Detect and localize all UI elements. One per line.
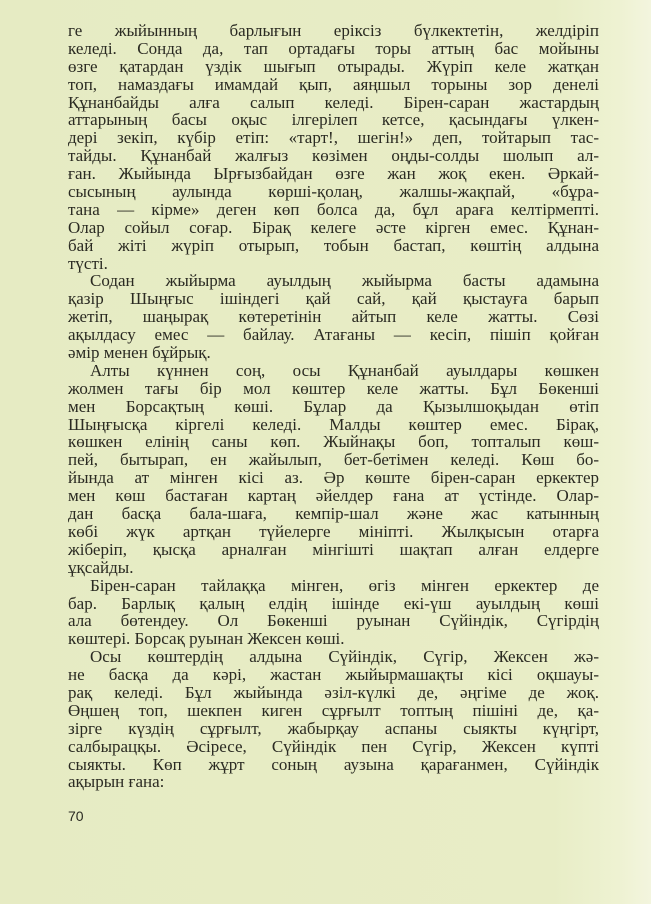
page-number: 70	[68, 808, 84, 824]
text-line: пей, бытырап, ен жайылып, бет-бетімен келеді. Көш бо-	[68, 450, 599, 470]
text-line: қазір Шыңғыс ішіндегі қай сай, қай қыстауға барып	[68, 289, 599, 309]
paragraph	[68, 272, 599, 361]
paragraph	[68, 648, 599, 791]
text-line: зірге күздің сұрғылт, жабырқау аспаны сыякты күңгірт,	[68, 718, 599, 738]
text-line: Алты күннен соң, осы Құнанбай ауылдары көшкен	[90, 360, 599, 380]
text-line: ақылдасу емес — байлау. Атағаны — кесіп, пішіп қойған	[68, 325, 599, 345]
paragraph	[68, 362, 599, 577]
text-line: тана — кірме» деген көп болса да, бұл араға келтірмепті.	[68, 199, 599, 219]
text-line: мен көш бастаған картаң әйелдер ғана ат үстінде. Олар-	[68, 486, 599, 506]
text-line: бар. Барлық қалың елдің ішінде екі-үш ауылдың көші	[68, 593, 599, 613]
text-line: мен Борсақтың көші. Бұлар да Қызылшоқыдан өтіп	[68, 396, 599, 416]
text-line: рақ келеді. Бұл жыйында әзіл-күлкі де, әңгіме де жоқ.	[68, 682, 599, 702]
text-line: сысының аулында көрші-қолаң, жалшы-жақпай, «бұра-	[68, 182, 599, 202]
text-line: Құнанбайды алға салып келеді. Бірен-саран жастардың	[68, 92, 599, 112]
text-line: ған. Жыйында Ырғызбайдан өзге жан жоқ екен. Әркай-	[68, 164, 599, 184]
text-line: көбі жүк артқан түйелерге мініпті. Жылқысын отарға	[68, 521, 599, 541]
paragraph	[68, 577, 599, 649]
text-line: өзге қатардан үздік шығып отырады. Жүріп келе жатқан	[68, 56, 599, 76]
text-line: келеді. Сонда да, тап ортадағы торы аттың бас мойыны	[68, 38, 599, 58]
text-line: Содан жыйырма ауылдың жыйырма басты адамына	[90, 271, 599, 291]
text-line: көштері. Борсақ руынан Жексен көші.	[68, 629, 345, 649]
text-line: не басқа да кәрі, жастан жыйырмашақты кісі оқшауы-	[68, 665, 599, 685]
text-line: ұқсайды.	[68, 557, 134, 577]
text-line: ге жыйынның барлығын еріксіз бүлкектетін, желдіріп	[68, 21, 599, 40]
text-line: әмір менен бұйрық.	[68, 343, 211, 363]
text-line: йында ат мінген кісі аз. Әр көште бірен-саран еркектер	[68, 468, 599, 488]
text-line: бай жіті жүріп отырып, тобын бастап, көштің алдына	[68, 235, 599, 255]
text-line: көшкен елінің саны көп. Жыйнақы боп, топталып көш-	[68, 432, 599, 452]
text-line: жіберіп, қысқа арналған мінгішті шақтап алған елдерге	[68, 539, 599, 559]
text-line: Осы көштердің алдына Сүйіндік, Сүгір, Жексен жә-	[90, 647, 599, 667]
text-line: Олар сойыл соғар. Бірақ келеге әсте кірген емес. Құнан-	[68, 217, 599, 237]
text-line: аттарының басы оқыс ілгерілеп кетсе, қасындағы үлкен-	[68, 110, 599, 130]
text-line: түсті.	[68, 253, 108, 273]
text-line: Бірен-саран тайлаққа мінген, өгіз мінген еркектер де	[90, 575, 599, 595]
text-line: тайды. Құнанбай жалғыз көзімен оңды-солды шолып ал-	[68, 146, 599, 166]
text-line: ақырын ғана:	[68, 772, 165, 792]
text-line: топ, намаздағы имамдай қып, аяңшыл торыны зор денелі	[68, 74, 599, 94]
text-line: дері зекіп, күбір етіп: «тарт!, шегін!» деп, тойтарып тас-	[68, 128, 599, 148]
text-line: дан басқа бала-шаға, кемпір-шал және жас катынның	[68, 504, 599, 524]
text-line: ала бөтендеу. Ол Бөкенші руынан Сүйіндік, Сүгірдің	[68, 611, 599, 631]
text-line: Өңшең топ, шекпен киген сұрғылт топтың пішіні де, қа-	[68, 700, 599, 720]
paragraph	[68, 22, 599, 272]
text-line: салбырацқы. Әсіресе, Сүйіндік пен Сүгір, Жексен күпті	[68, 736, 599, 756]
text-line: сыякты. Көп жұрт соның аузына қарағанмен, Сүйіндік	[68, 754, 599, 774]
text-line: Шыңғысқа кіргелі келеді. Малды көштер емес. Бірақ,	[68, 414, 599, 434]
body-text	[68, 22, 599, 791]
text-line: жетіп, шаңырақ көтеретінін айтып келе жатты. Сөзі	[68, 307, 599, 327]
text-line: жолмен тағы бір мол көштер келе жатты. Бұл Бөкенші	[68, 378, 599, 398]
